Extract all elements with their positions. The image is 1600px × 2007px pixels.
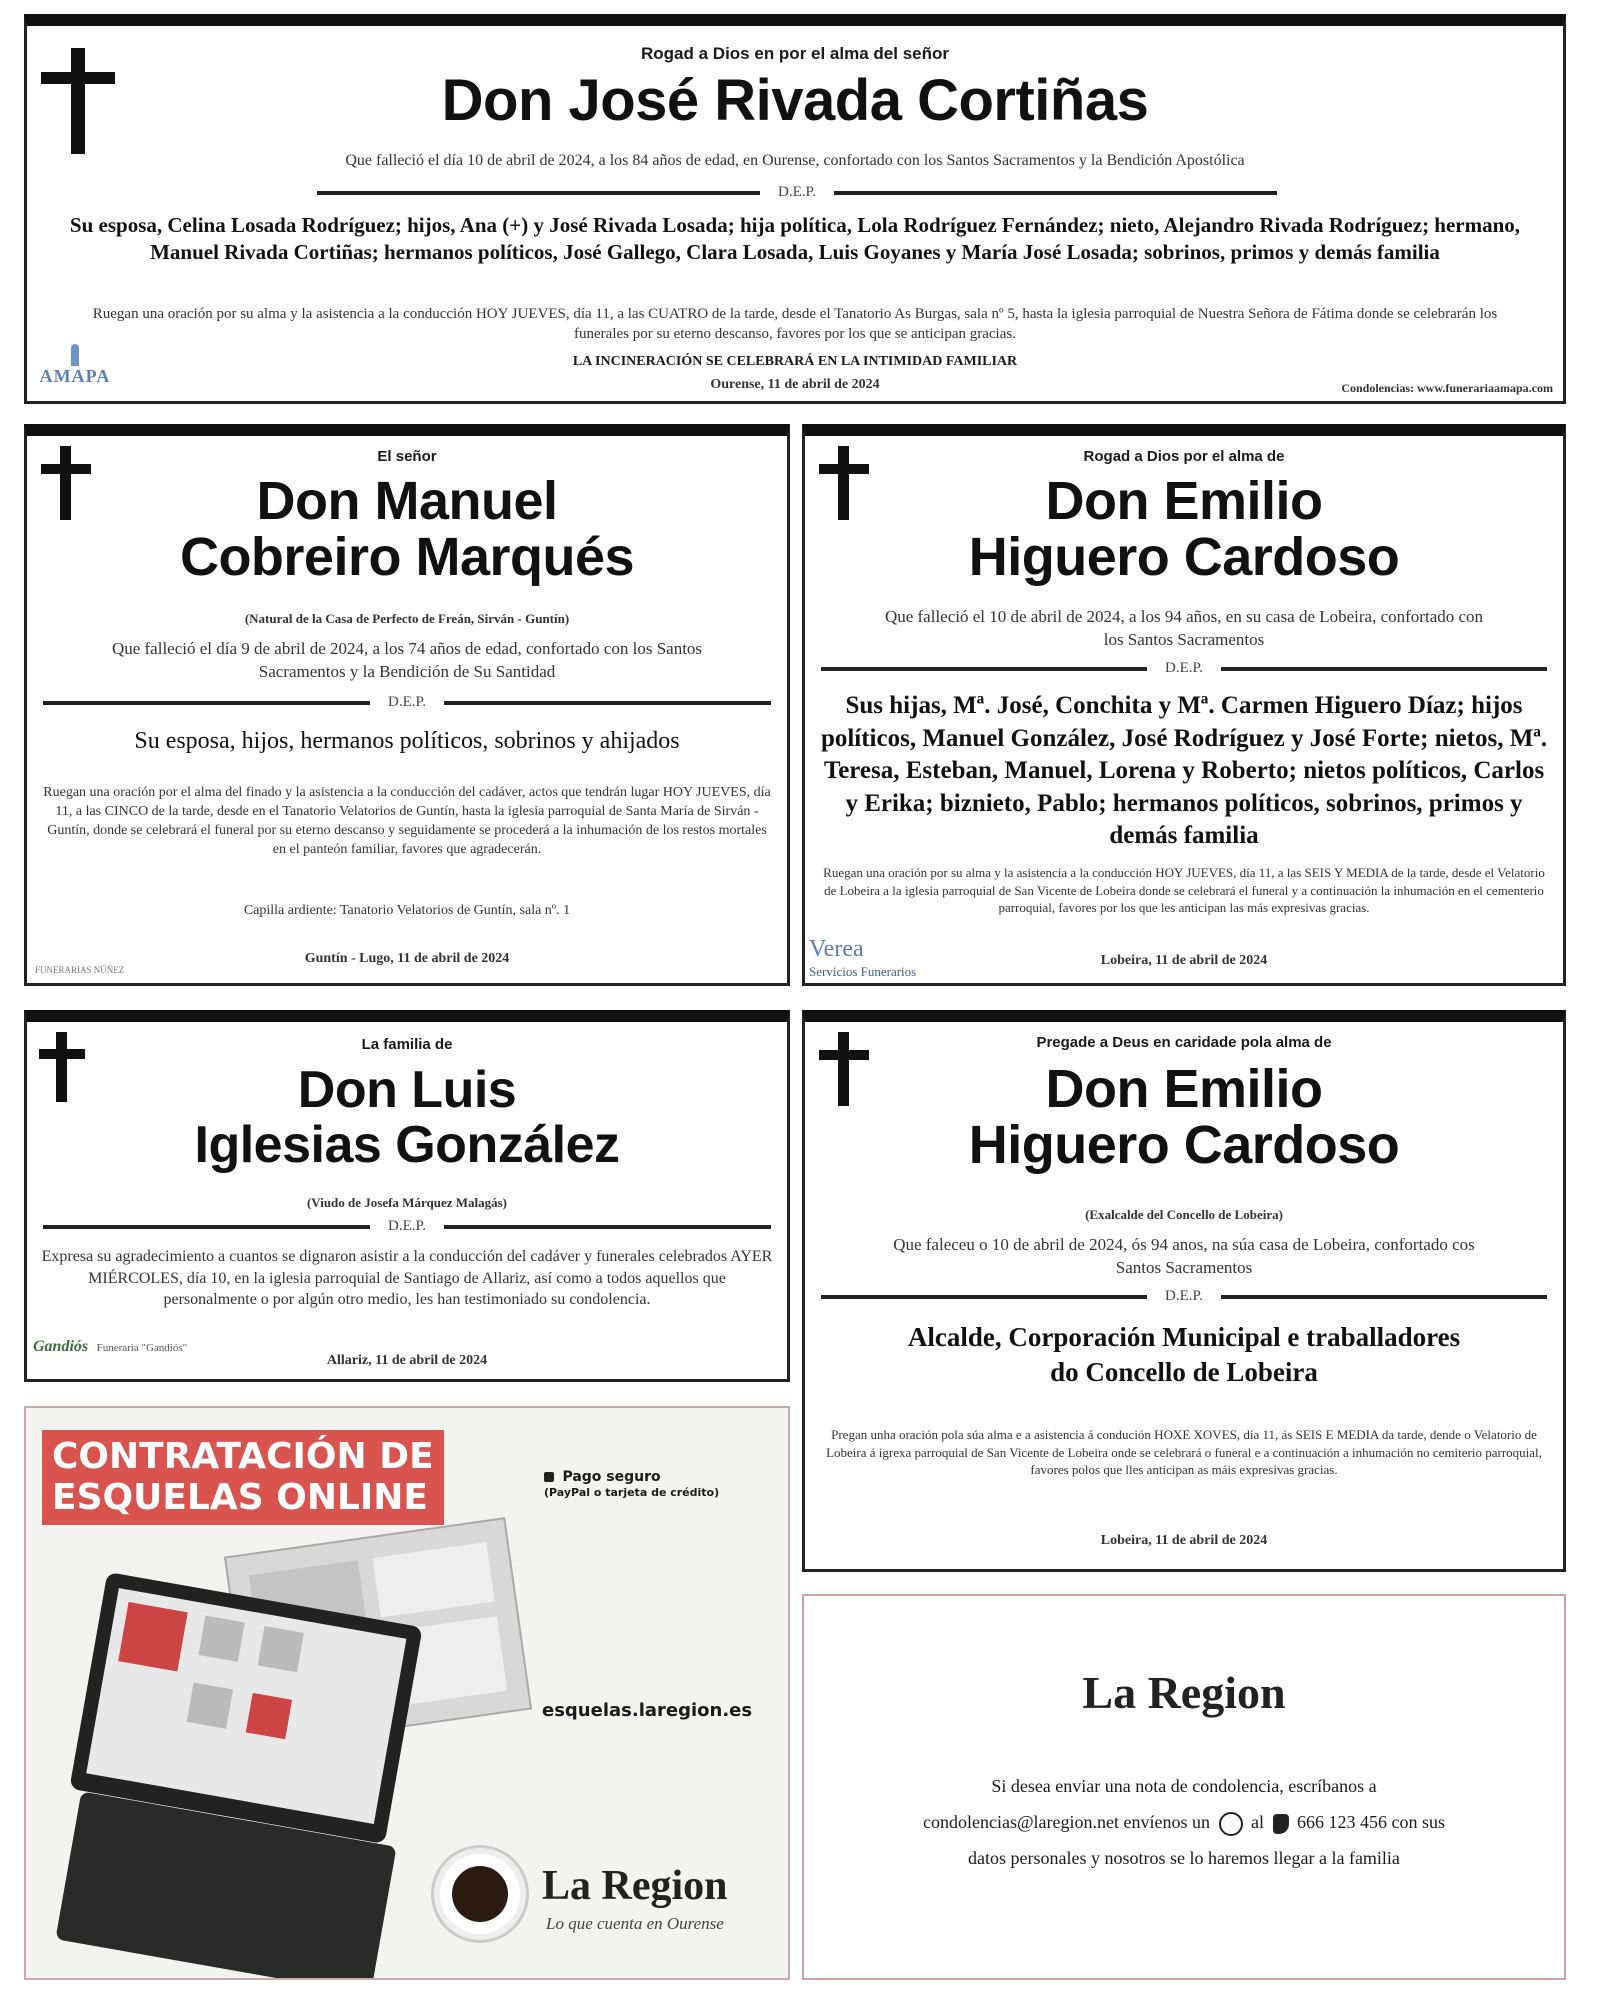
place-date: Allariz, 11 de abril de 2024 [326, 1353, 488, 1368]
prayer-text: Ruegan una oración por su alma y la asistencia a la conducción HOY JUEVES, día 11, a las CUATRO de la tarde, desde el Tanatorio As Burgas, sala nº 5, hasta la iglesia parroquial de Nuestra Señora de Fátima donde se celebrarán los funerales por su eterno descanso, favores por los que se anticipan gracias. [92, 306, 1498, 343]
amapa-logo: AMAPA [35, 344, 115, 387]
death-details: Que falleció el día 9 de abril de 2024, a los 74 años de edad, confortado con los Santos Sacramentos y la Bendición de Su Santidad [111, 639, 703, 681]
condolences-url: Condolencias: www.funerariaamapa.com [1341, 381, 1553, 395]
phone-number[interactable]: 666 123 456 con sus [1297, 1812, 1445, 1833]
deceased-name-line1: Don Manuel [256, 471, 558, 531]
deceased-name-line1: Don Luis [297, 1061, 517, 1119]
ad-brand: La Region [542, 1863, 728, 1909]
deceased-name-line2: Higuero Cardoso [968, 1115, 1400, 1175]
thanks-text: Expresa su agradecimiento a cuantos se dignaron asistir a la conducción del cadáver y funerales celebrados AYER MIÉRCOLES, día 10, en la iglesia parroquial de Santiago de Allariz, así como a todos aquellos que personalmente o por algún otro medio, les han testimoniado su condolencia. [41, 1248, 773, 1309]
deceased-name-line1: Don Emilio [1045, 471, 1323, 531]
deceased-name-line1: Don Emilio [1045, 1059, 1323, 1119]
notice-kicker: La familia de [361, 1036, 453, 1053]
place-date: Lobeira, 11 de abril de 2024 [1100, 953, 1268, 968]
place-date: Lobeira, 11 de abril de 2024 [1100, 1533, 1268, 1548]
online-obituary-ad[interactable] [24, 1406, 790, 1980]
condolence-line1: Si desea enviar una nota de condolencia, escríbanos a [991, 1776, 1377, 1796]
family-list: Su esposa, hijos, hermanos políticos, sobrinos y ahijados [134, 728, 680, 754]
obituary-manuel-cobreiro [24, 424, 790, 986]
funeral-home-logo: FUNERARIAS NÚÑEZ [35, 965, 125, 975]
secure-payment: Pago seguro (PayPal o tarjeta de crédito) [544, 1469, 720, 1499]
notice-kicker: Rogad a Dios en por el alma del señor [641, 44, 949, 63]
deceased-name: Don José Rivada Cortiñas [441, 68, 1149, 133]
death-details: Que falleció el día 10 de abril de 2024, a los 84 años de edad, en Ourense, confortado con los Santos Sacramentos y la Bendición Apostólica [345, 152, 1245, 169]
family-list: Sus hijas, Mª. José, Conchita y Mª. Carmen Higuero Díaz; hijos políticos, Manuel González, José Rodríguez y José Forte; nietos, Mª. Teresa, Esteban, Manuel, Lorena y Roberto; nietos políticos, Carlos y Erika; biznieto, Pablo; hermanos políticos, sobrinos, primos y demás familia [820, 692, 1548, 849]
brand-logo: La Region [1082, 1667, 1286, 1718]
dep-divider: D.E.P. [821, 1288, 1547, 1305]
verea-logo: Verea Servicios Funerarios [809, 936, 917, 979]
lock-icon [544, 1472, 554, 1482]
coffee-cup-illustration [434, 1848, 526, 1940]
ad-slogan: Lo que cuenta en Ourense [546, 1914, 724, 1933]
condolence-line2: condolencias@laregion.net envíenos un al 666 123 456 con sus [804, 1812, 1564, 1836]
dep-divider: D.E.P. [43, 694, 771, 711]
obituary-luis-iglesias [24, 1010, 790, 1382]
notice-kicker: Rogad a Dios por el alma de [1083, 448, 1285, 465]
obituary-emilio-higuero-concello [802, 1010, 1566, 1572]
origin-note: (Natural de la Casa de Perfecto de Freán, Sirván - Guntín) [244, 611, 570, 626]
ad-url[interactable]: esquelas.laregion.es [542, 1700, 753, 1721]
dep-divider: D.E.P. [317, 184, 1277, 201]
place-date: Guntín - Lugo, 11 de abril de 2024 [304, 951, 510, 966]
origin-note: (Viudo de Josefa Márquez Malagás) [306, 1195, 508, 1210]
obituary-emilio-higuero [802, 424, 1566, 986]
phone-icon [1273, 1814, 1289, 1834]
prayer-text: Pregan unha oración pola súa alma e a asistencia á condución HOXE XOVES, día 11, ás SEIS E MEDIA da tarde, dende o Velatorio de Lobeira á igrexa parroquial de San Vicente de Lobeira onde se celebrará o funeral e a continuación a inhumación no cemiterio parroquial, favores polos que lles anticipan as máis expresivas gracias. [826, 1427, 1542, 1478]
chapel-note: Capilla ardiente: Tanatorio Velatorios de Guntín, sala nº. 1 [243, 903, 571, 918]
family-list: Su esposa, Celina Losada Rodríguez; hijos, Ana (+) y José Rivada Losada; hija política, Lola Rodríguez Fernández; nieto, Alejandro Rivada Rodríguez; hermano, Manuel Rivada Cortiñas; hermanos políticos, José Gallego, Clara Losada, Luis Goyanes y María José Losada; sobrinos, primos y demás familia [69, 213, 1521, 265]
condolence-line3: datos personales y nosotros se lo haremos llegar a la familia [968, 1848, 1400, 1868]
condolence-email[interactable]: condolencias@laregion.net envíenos un [923, 1812, 1210, 1833]
family-list: Alcalde, Corporación Municipal e traballadores do Concello de Lobeira [907, 1322, 1461, 1388]
condolence-info-box [802, 1594, 1566, 1980]
death-details: Que falleció el 10 de abril de 2024, a los 94 años, en su casa de Lobeira, confortado con los Santos Sacramentos [884, 607, 1484, 649]
dep-divider: D.E.P. [43, 1218, 771, 1235]
prayer-text: Ruegan una oración por el alma del finado y la asistencia a la conducción del cadáver, actos que tendrán lugar HOY JUEVES, día 11, a las CINCO de la tarde, desde en el Tanatorio Velatorios de Guntín, hasta la iglesia parroquial de Santa María de Sirván - Guntín, donde se celebrará el funeral por su eterno descanso y seguidamente se procederá a la inhumación de los restos mortales en el panteón familiar, favores que agradecerán. [43, 785, 771, 857]
gandios-logo: Gandiós Funeraria "Gandiós" [33, 1338, 188, 1355]
deceased-name-line2: Iglesias González [194, 1116, 620, 1174]
ad-headline: CONTRATACIÓN DE ESQUELAS ONLINE [42, 1430, 444, 1525]
prayer-text: Ruegan una oración por su alma y la asistencia a la conducción HOY JUEVES, día 11, a las SEIS Y MEDIA de la tarde, desde el Velatorio de Lobeira a la iglesia parroquial de San Vicente de Lobeira donde se celebrará el funeral y a continuación la inhumación en el cementerio parroquial, favores por los que les anticipan las más expresivas gracias. [823, 865, 1545, 916]
origin-note: (Exalcalde del Concello de Lobeira) [1085, 1207, 1283, 1222]
notice-kicker: El señor [377, 448, 437, 465]
death-details: Que faleceu o 10 de abril de 2024, ós 94 anos, na súa casa de Lobeira, confortado cos Santos Sacramentos [893, 1235, 1475, 1277]
whatsapp-icon [1219, 1812, 1243, 1836]
dep-divider: D.E.P. [821, 660, 1547, 677]
incineration-note: LA INCINERACIÓN SE CELEBRARÁ EN LA INTIMIDAD FAMILIAR [572, 354, 1018, 369]
deceased-name-line2: Cobreiro Marqués [179, 527, 635, 587]
notice-kicker: Pregade a Deus en caridade pola alma de [1036, 1034, 1332, 1051]
place-date: Ourense, 11 de abril de 2024 [710, 377, 880, 392]
obituary-jose-rivada [24, 14, 1566, 404]
deceased-name-line2: Higuero Cardoso [968, 527, 1400, 587]
